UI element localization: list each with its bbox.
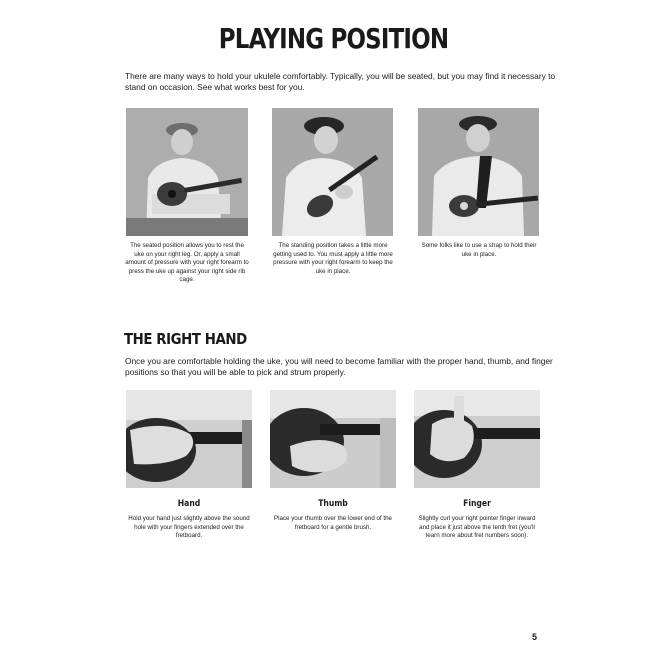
page-number: 5 [532,632,538,642]
finger-photo [414,390,540,488]
thumb-photo [270,390,396,488]
right-hand-intro: Once you are comfortable holding the uke, you will need to become familiar with the proper hand, thumb, and finger positions so that you will be able to pick and strum properly. [125,356,553,377]
section-title-right-hand: THE RIGHT HAND [124,330,247,348]
strap-position-photo [418,108,539,236]
hand-photo [126,390,252,488]
strap-caption: Some folks like to use a strap to hold their uke in place. [421,242,537,258]
thumb-caption: Place your thumb over the lower end of the fretboard for a gentle brush. [274,515,392,531]
thumb-title: Thumb [318,499,348,509]
finger-caption: Slightly curl your right pointer finger inward and place it just above the tenth fret (you'll learn more about fret numbers soon). [418,515,536,540]
hand-title: Hand [177,499,201,509]
page-title: PLAYING POSITION [218,22,449,55]
hand-caption: Hold your hand just slightly above the sound hole with your fingers extended over the fretboard. [128,515,250,540]
standing-caption: The standing position takes a little more getting used to. You must apply a little more pressure with your right forearm to keep the uke in place. [273,242,393,275]
finger-title: Finger [463,499,491,509]
seated-position-photo [126,108,248,236]
standing-position-photo [272,108,393,236]
seated-caption: The seated position allows you to rest the uke on your right leg. Or, apply a small amount of pressure with your right forearm to press the uke up against your right side rib cage. [125,242,249,284]
intro-paragraph: There are many ways to hold your ukulele comfortably. Typically, you will be seated, but you may find it necessary to stand on occasion. See what works best for you. [125,71,556,92]
